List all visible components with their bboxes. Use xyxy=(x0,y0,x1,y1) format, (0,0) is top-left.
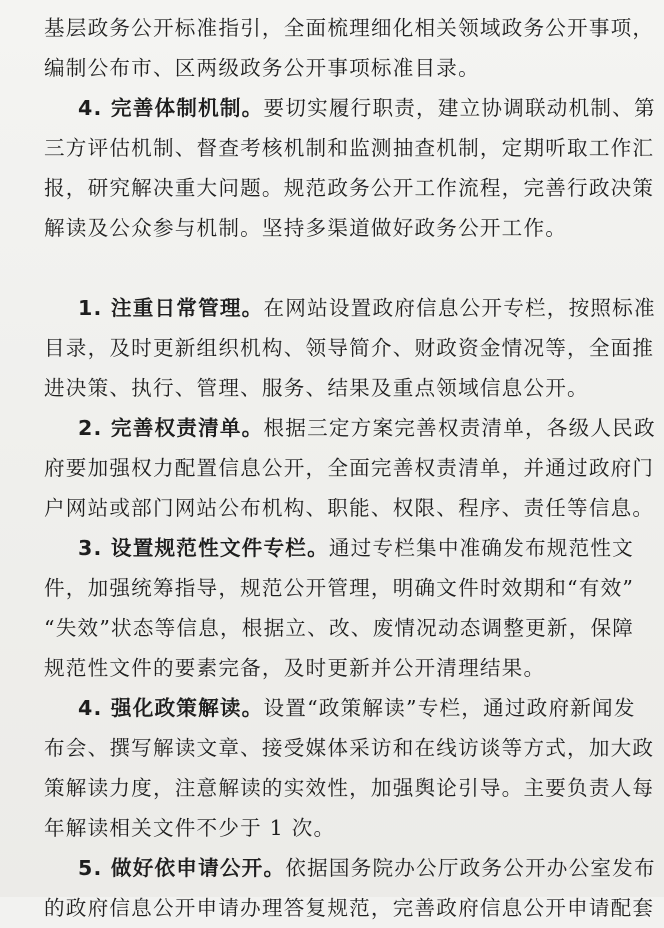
paragraph-line: 三方评估机制、督查考核机制和监测抽查机制，定期听取工作汇 xyxy=(44,136,655,160)
section-title xyxy=(44,248,656,288)
paragraph-first-line xyxy=(44,848,656,888)
paragraph-line: 年解读相关文件不少于 1 次。 xyxy=(44,816,336,840)
item-heading: 4. 完善体制机制。 xyxy=(78,96,264,120)
paragraph-line: 策解读力度，注意解读的实效性，加强舆论引导。主要负责人每 xyxy=(44,776,655,800)
paragraph-first-line xyxy=(44,408,656,448)
paragraph-line: 编制公布市、区两级政务公开事项标准目录。 xyxy=(44,56,480,80)
paragraph-line: 进决策、执行、管理、服务、结果及重点领域信息公开。 xyxy=(44,376,589,400)
paragraph-line: 解读及公众参与机制。坚持多渠道做好政务公开工作。 xyxy=(44,216,568,240)
paragraph-line: 户网站或部门网站公布机构、职能、权限、程序、责任等信息。 xyxy=(44,496,655,520)
paragraph-line: 布会、撰写解读文章、接受媒体采访和在线访谈等方式，加大政 xyxy=(44,736,655,760)
paragraph-line: 规范性文件的要素完备，及时更新并公开清理结果。 xyxy=(44,656,546,680)
item-heading: 1. 注重日常管理。 xyxy=(78,296,264,320)
paragraph-line: 件，加强统筹指导，规范公开管理，明确文件时效期和“有效” xyxy=(44,576,635,600)
paragraph-first-line xyxy=(44,88,656,128)
item-heading: 5. 做好依申请公开。 xyxy=(78,856,286,880)
item-text: 依据国务院办公厅政务公开办公室发布 xyxy=(285,856,656,880)
item-heading: 4. 强化政策解读。 xyxy=(78,696,264,720)
paragraph-first-line xyxy=(44,528,656,568)
paragraph-first-line xyxy=(44,288,656,328)
paragraph-line: 基层政务公开标准指引，全面梳理细化相关领域政务公开事项， xyxy=(44,16,655,40)
item-text: 设置“政策解读”专栏，通过政府新闻发 xyxy=(263,696,636,720)
item-text: 根据三定方案完善权责清单，各级人民政 xyxy=(263,416,656,440)
paragraph-line: 的政府信息公开申请办理答复规范，完善政府信息公开申请配套 xyxy=(44,896,655,920)
paragraph-line: 府要加强权力配置信息公开，全面完善权责清单，并通过政府门 xyxy=(44,456,655,480)
paragraph-line: 报，研究解决重大问题。规范政务公开工作流程，完善行政决策 xyxy=(44,176,655,200)
item-heading: 3. 设置规范性文件专栏。 xyxy=(78,536,329,560)
document-body xyxy=(44,8,656,928)
paragraph-line: “失效”状态等信息，根据立、改、废情况动态调整更新，保障 xyxy=(44,616,635,640)
item-text: 通过专栏集中准确发布规范性文 xyxy=(328,536,634,560)
item-text: 在网站设置政府信息公开专栏，按照标准 xyxy=(263,296,656,320)
paragraph-line: 目录，及时更新组织机构、领导简介、财政资金情况等，全面推 xyxy=(44,336,655,360)
paragraph-first-line xyxy=(44,688,656,728)
item-text: 要切实履行职责，建立协调联动机制、第 xyxy=(263,96,656,120)
item-heading: 2. 完善权责清单。 xyxy=(78,416,264,440)
